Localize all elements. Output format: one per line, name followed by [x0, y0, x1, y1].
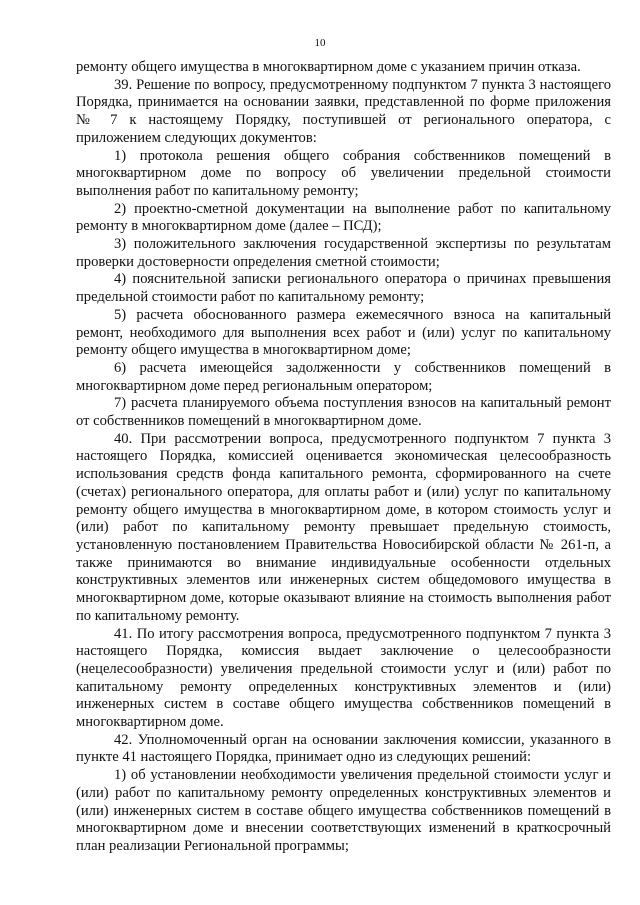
list-item-39-6: 6) расчета имеющейся задолженности у собственников помещений в многоквартирном доме перед региональным оператором;: [76, 359, 611, 394]
paragraph-item-42: 42. Уполномоченный орган на основании заключения комиссии, указанного в пункте 41 настоящего Порядка, принимает одно из следующих решений:: [76, 731, 611, 766]
list-item-42-1: 1) об установлении необходимости увеличения предельной стоимости услуг и (или) работ по капитальному ремонту определенных конструктивных элементов и (или) инженерных систем в составе общего имущества собственников помещений в многоквартирном доме и внесении соответствующих изменений в краткосрочный план реализации Региональной программы;: [76, 767, 611, 854]
list-item-39-7: 7) расчета планируемого объема поступления взносов на капитальный ремонт от собственников помещений в многоквартирном доме.: [76, 395, 611, 430]
list-item-39-3: 3) положительного заключения государственной экспертизы по результатам проверки достоверности определения сметной стоимости;: [76, 236, 611, 270]
list-item-39-2: 2) проектно-сметной документации на выполнение работ по капитальному ремонту в многоквартирном доме (далее – ПСД);: [76, 200, 611, 235]
page-number: 10: [314, 37, 326, 49]
paragraph-item-39: 39. Решение по вопросу, предусмотренному подпунктом 7 пункта 3 настоящего Порядка, принимается на основании заявки, представленной по форме приложения № 7 к настоящему Порядку, поступившей от регионального оператора, с приложением следующих документов:: [76, 76, 611, 146]
paragraph-item-41: 41. По итогу рассмотрения вопроса, предусмотренного подпунктом 7 пункта 3 настоящего Порядка, комиссия выдает заключение о целесообразности (нецелесообразности) увеличения предельной стоимости услуг и (или) работ по капитальному ремонту определенных конструктивных элементов и (или) инженерных систем в составе общего имущества собственников помещений в многоквартирном доме.: [76, 625, 611, 731]
paragraph-item-40: 40. При рассмотрении вопроса, предусмотренного подпунктом 7 пункта 3 настоящего Порядка, комиссией оценивается экономическая целесообразность использования средств фонда капитального ремонта, сформированного на счете (счетах) регионального оператора, для оплаты работ и (или) услуг по капитальному ремонту общего имущества в многоквартирном доме, в котором стоимость услуг и (или) работ по капитальному ремонту превышает предельную стоимость, установленную постановлением Правительства Новосибирской области № 261-п, а также принимаются во внимание индивидуальные особенности отдельных конструктивных элементов или инженерных систем общедомового имущества в многоквартирном доме, которые оказывают влияние на стоимость выполнения работ по капитальному ремонту.: [76, 430, 611, 624]
list-item-39-1: 1) протокола решения общего собрания собственников помещений в многоквартирном доме по вопросу об увеличении предельной стоимости выполнения работ по капитальному ремонту;: [76, 147, 611, 199]
list-item-39-4: 4) пояснительной записки регионального оператора о причинах превышения предельной стоимости работ по капитальному ремонту;: [76, 271, 611, 306]
document-body: [76, 59, 611, 856]
paragraph-continuation: ремонту общего имущества в многоквартирном доме с указанием причин отказа.: [76, 59, 581, 75]
list-item-39-5: 5) расчета обоснованного размера ежемесячного взноса на капитальный ремонт, необходимого для выполнения всех работ и (или) услуг по капитальному ремонту общего имущества в многоквартирном доме;: [76, 306, 611, 359]
